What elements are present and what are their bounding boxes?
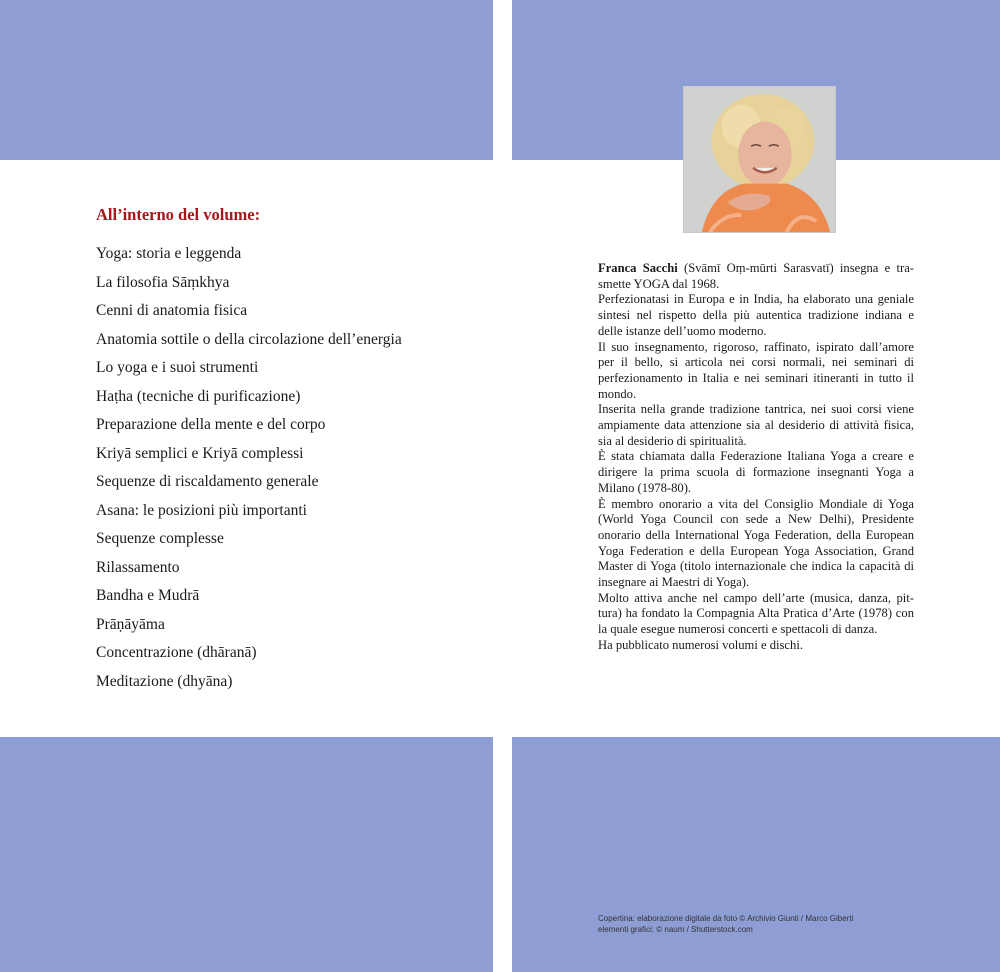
contents-item: La filosofia Sāṃkhya [96,273,230,291]
bottom-left-color-band [0,737,493,972]
contents-item: Asana: le posizioni più importanti [96,501,307,519]
contents-item: Yoga: storia e leggenda [96,245,242,262]
author-biography [598,261,914,654]
image-credits [598,914,853,935]
bio-intro-text: (Svāmī Oṃ-mūrti Sarasvatī) insegna e trasmette YOGA dal 1968. [598,261,914,291]
contents-item: Haṭha (tecniche di purificazione) [96,387,301,405]
bio-paragraph: Inserita nella grande tradizione tantrica, nei suoi corsi viene ampiamente data attenzione sia al desiderio di attività fisica, sia al desiderio di spiritualità. [598,402,914,448]
contents-item: Preparazione della mente e del corpo [96,416,326,433]
bio-paragraph: Molto attiva anche nel campo dell’arte (musica, danza, pittura) ha fondato la Compagnia Alta Pratica d’Arte (1978) con la quale esegue numerosi concerti e spettacoli di danza. [598,590,914,637]
contents-item: Kriyā semplici e Kriyā complessi [96,444,304,462]
contents-item: Prāṇāyāma [96,615,165,633]
bio-paragraph: Ha pubblicato numerosi volumi e dischi. [598,637,803,652]
contents-item: Cenni di anatomia fisica [96,302,248,319]
contents-heading: All’interno del volume: [96,205,261,224]
page-gutter [493,0,512,972]
contents-item: Anatomia sottile o della circolazione dell’energia [96,330,402,348]
contents-item: Sequenze complesse [96,530,224,547]
bottom-right-color-band [512,737,1000,972]
contents-item: Bandha e Mudrā [96,587,200,604]
graphics-credit-line: elementi grafici: © naum / Shutterstock.com [598,924,753,934]
contents-item: Meditazione (dhyāna) [96,672,233,690]
author-portrait-illustration [684,87,835,232]
author-portrait-photo [683,86,836,233]
cover-credit-line: Copertina: elaborazione digitale da foto © Archivio Giunti / Marco Giberti [598,914,854,923]
bio-paragraph: È stata chiamata dalla Federazione Italiana Yoga a creare e dirigere la prima scuola di formazione insegnanti Yoga a Milano (1978-80). [598,449,914,495]
contents-item: Sequenze di riscaldamento generale [96,473,319,490]
bio-paragraph: Il suo insegnamento, rigoroso, raffinato, ispirato dall’amore per il bello, si articola nei corsi normali, nei seminari di perfezionamento in Italia e nei seminari itineranti in tutto il mondo. [598,339,914,401]
top-left-color-band [0,0,493,160]
contents-item: Lo yoga e i suoi strumenti [96,359,259,376]
contents-item: Concentrazione (dhāranā) [96,644,257,661]
bio-paragraph: È membro onorario a vita del Consiglio Mondiale di Yoga (World Yoga Council con sede a New Delhi), Presidente onorario della International Yoga Federation, della European Yoga Federation e della European Yoga Association, Grand Master di Yoga (titolo internazionale che indica la capacità di insegnare ai Maestri di Yoga). [598,496,914,590]
author-name: Franca Sacchi [598,261,678,275]
contents-list [96,240,402,696]
bio-paragraph: Perfezionatasi in Europa e in India, ha elaborato una geniale sintesi nel rispetto della più autentica tradizione indiana e delle istanze dell’uomo moderno. [598,292,914,338]
bio-intro-paragraph [598,261,914,292]
contents-item: Rilassamento [96,558,180,576]
